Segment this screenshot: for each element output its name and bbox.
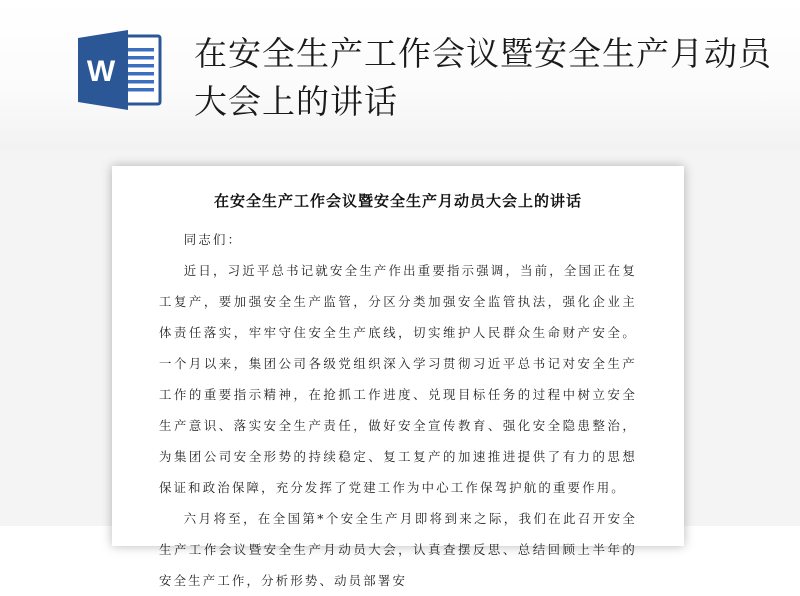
page-title: 在安全生产工作会议暨安全生产月动员大会上的讲话 bbox=[194, 34, 772, 121]
document-page bbox=[112, 166, 684, 588]
paragraph-2: 六月将至，在全国第*个安全生产月即将到来之际，我们在此召开安全生产工作会议暨安全生产月动员大会，认真查摆反思、总结回顾上半年的安全生产工作，分析形势、动员部署安 bbox=[159, 511, 637, 588]
word-document-icon bbox=[76, 28, 164, 112]
document-title: 在安全生产工作会议暨安全生产月动员大会上的讲话 bbox=[213, 192, 582, 210]
word-icon-letter: W bbox=[86, 55, 116, 88]
paragraph-1: 近日，习近平总书记就安全生产作出重要指示强调，当前，全国正在复工复产，要加强安全生产监管，分区分类加强安全监管执法，强化企业主体责任落实，牢牢守住安全生产底线，切实维护人民群众生命财产安全。一个月以来，集团公司各级党组织深入学习贯彻习近平总书记对安全生产工作的重要指示精神，在抢抓工作进度、兑现目标任务的过程中树立安全生产意识、落实安全生产责任，做好安全宣传教育、强化安全隐患整治，为集团公司安全形势的持续稳定、复工复产的加速推进提供了有力的思想保证和政治保障，充分发挥了党建工作为中心工作保驾护航的重要作用。 bbox=[159, 263, 637, 495]
salutation: 同志们： bbox=[183, 232, 243, 247]
document-body bbox=[159, 224, 637, 596]
